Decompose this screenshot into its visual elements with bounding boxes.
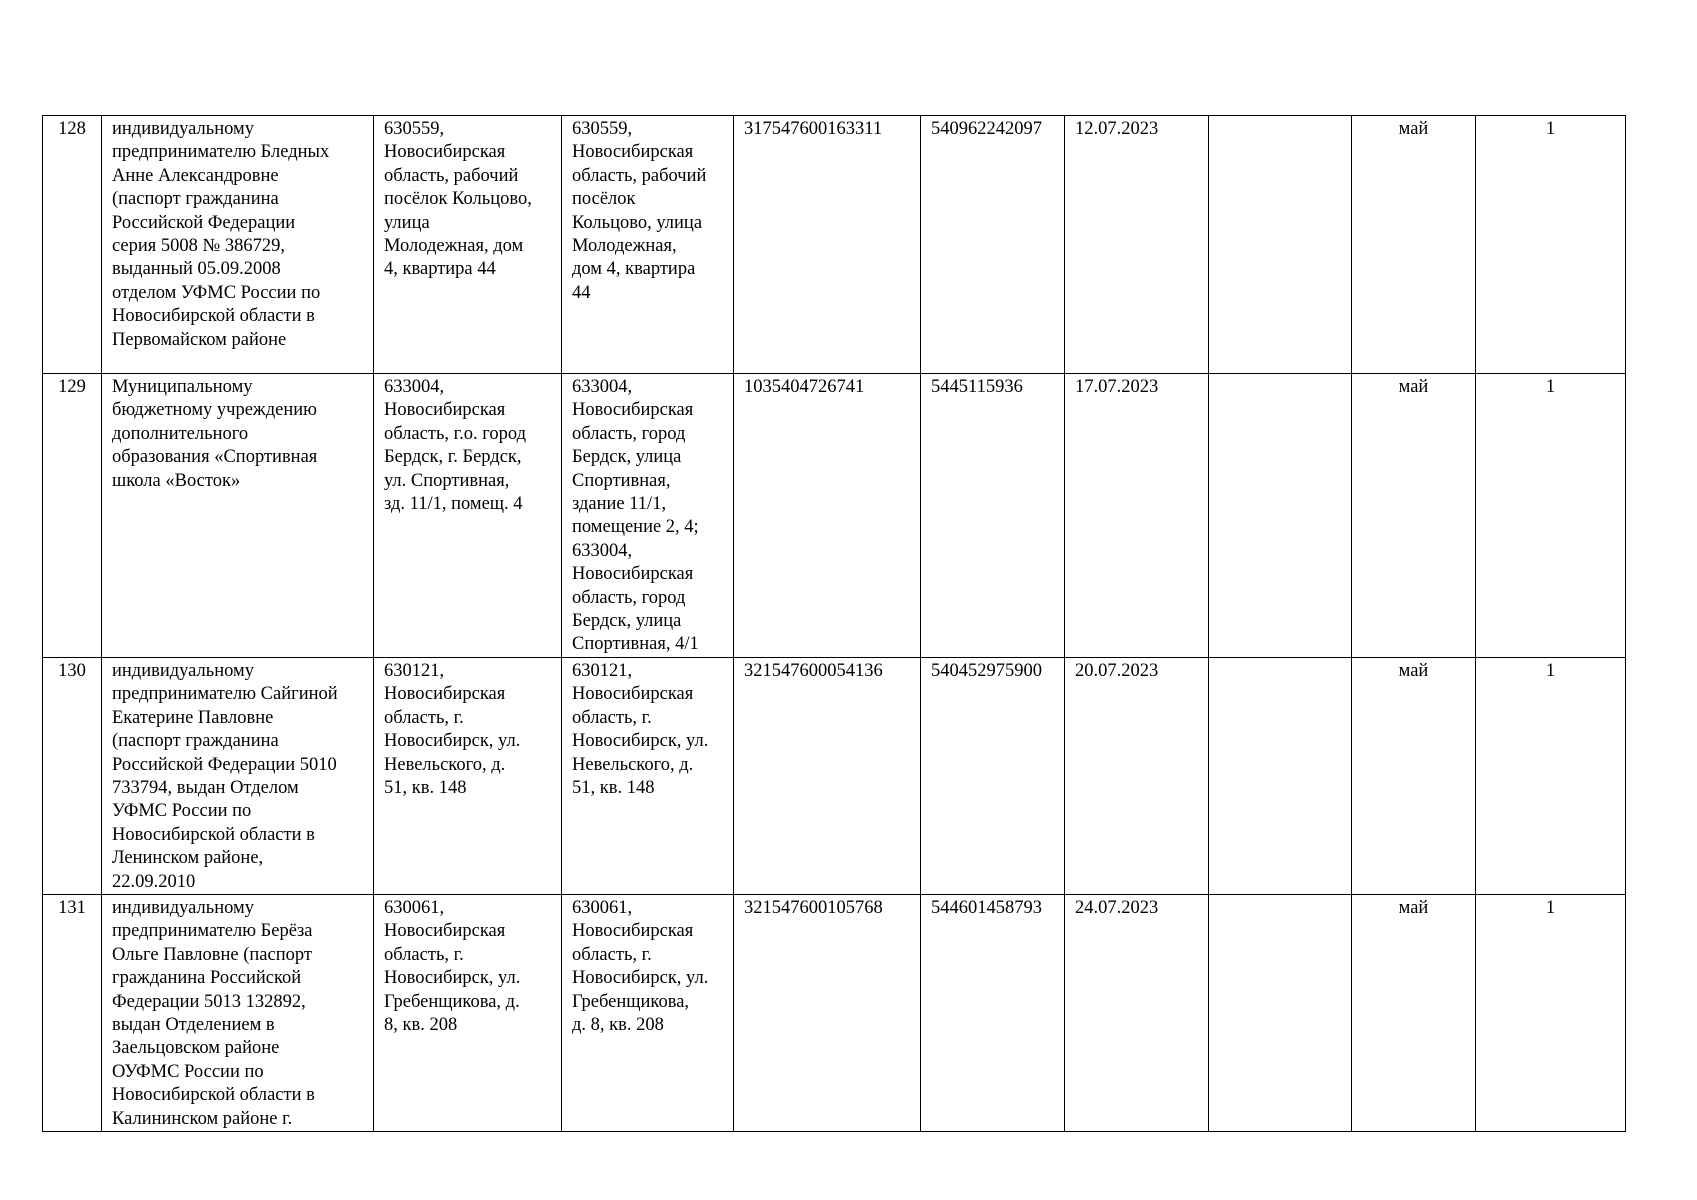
registry-table: [42, 115, 1626, 1132]
date-cell: 12.07.2023: [1065, 116, 1209, 374]
row-number: 131: [43, 894, 102, 1131]
month-cell: май: [1352, 374, 1476, 658]
recipient-cell: индивидуальному предпринимателю Бледных Анне Александровне (паспорт гражданина Российской Федерации серия 5008 № 386729, выданный 05.09.2008 отделом УФМС России по Новосибирской области в Первомайском районе: [102, 116, 374, 374]
empty-cell: [1209, 894, 1352, 1131]
table-row: [43, 894, 1626, 1131]
legal-address-cell: 630559, Новосибирская область, рабочий посёлок Кольцово, улица Молодежная, дом 4, квартира 44: [374, 116, 562, 374]
count-cell: 1: [1476, 894, 1626, 1131]
actual-address-cell: 633004, Новосибирская область, город Бердск, улица Спортивная, здание 11/1, помещение 2, 4; 633004, Новосибирская область, город Бердск, улица Спортивная, 4/1: [562, 374, 734, 658]
date-cell: 20.07.2023: [1065, 657, 1209, 894]
table-row: [43, 657, 1626, 894]
actual-address-cell: 630061, Новосибирская область, г. Новосибирск, ул. Гребенщикова, д. 8, кв. 208: [562, 894, 734, 1131]
legal-address-cell: 633004, Новосибирская область, г.о. город Бердск, г. Бердск, ул. Спортивная, зд. 11/1, помещ. 4: [374, 374, 562, 658]
legal-address-cell: 630061, Новосибирская область, г. Новосибирск, ул. Гребенщикова, д. 8, кв. 208: [374, 894, 562, 1131]
inn-cell: 540962242097: [921, 116, 1065, 374]
ogrn-cell: 1035404726741: [734, 374, 921, 658]
inn-cell: 5445115936: [921, 374, 1065, 658]
recipient-cell: индивидуальному предпринимателю Сайгиной Екатерине Павловне (паспорт гражданина Российской Федерации 5010 733794, выдан Отделом УФМС России по Новосибирской области в Ленинском районе, 22.09.2010: [102, 657, 374, 894]
empty-cell: [1209, 657, 1352, 894]
inn-cell: 540452975900: [921, 657, 1065, 894]
date-cell: 24.07.2023: [1065, 894, 1209, 1131]
row-number: 129: [43, 374, 102, 658]
ogrn-cell: 321547600105768: [734, 894, 921, 1131]
empty-cell: [1209, 374, 1352, 658]
ogrn-cell: 317547600163311: [734, 116, 921, 374]
row-number: 128: [43, 116, 102, 374]
row-number: 130: [43, 657, 102, 894]
recipient-cell: Муниципальному бюджетному учреждению дополнительного образования «Спортивная школа «Восток»: [102, 374, 374, 658]
count-cell: 1: [1476, 116, 1626, 374]
legal-address-cell: 630121, Новосибирская область, г. Новосибирск, ул. Невельского, д. 51, кв. 148: [374, 657, 562, 894]
month-cell: май: [1352, 116, 1476, 374]
count-cell: 1: [1476, 657, 1626, 894]
month-cell: май: [1352, 894, 1476, 1131]
month-cell: май: [1352, 657, 1476, 894]
empty-cell: [1209, 116, 1352, 374]
table-row: [43, 374, 1626, 658]
table-row: [43, 116, 1626, 374]
ogrn-cell: 321547600054136: [734, 657, 921, 894]
date-cell: 17.07.2023: [1065, 374, 1209, 658]
actual-address-cell: 630559, Новосибирская область, рабочий посёлок Кольцово, улица Молодежная, дом 4, квартира 44: [562, 116, 734, 374]
actual-address-cell: 630121, Новосибирская область, г. Новосибирск, ул. Невельского, д. 51, кв. 148: [562, 657, 734, 894]
recipient-cell: индивидуальному предпринимателю Берёза Ольге Павловне (паспорт гражданина Российской Федерации 5013 132892, выдан Отделением в Заельцовском районе ОУФМС России по Новосибирской области в Калининском районе г.: [102, 894, 374, 1131]
count-cell: 1: [1476, 374, 1626, 658]
inn-cell: 544601458793: [921, 894, 1065, 1131]
